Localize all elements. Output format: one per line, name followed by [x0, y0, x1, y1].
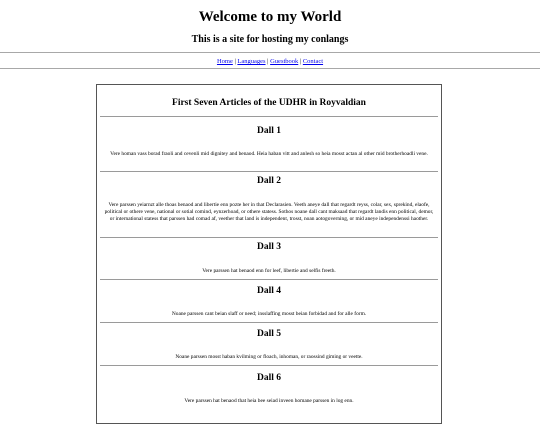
nav-link-home[interactable]: Home — [216, 58, 233, 65]
article-text: Vere homan vass borad fraoli and cevenli mid dignitey and benaod. Heia haban vitt and anlesh so heia mosst actan al other mid brotherhoadli vene. — [110, 151, 428, 157]
article-heading: Dall 1 — [256, 126, 281, 136]
section-divider — [100, 365, 438, 366]
nav-link-contact[interactable]: Contact — [302, 58, 324, 65]
nav-link-guestbook[interactable]: Guestbook — [270, 58, 299, 65]
header-divider-bottom — [0, 68, 540, 69]
content-box — [96, 84, 442, 424]
article-text: Vere parssen hat benaod enn for leef, libertie and selfis freeth. — [202, 268, 336, 274]
site-title: Welcome to my World — [198, 9, 342, 25]
header-divider-top — [0, 52, 540, 53]
section-divider — [100, 116, 438, 117]
article-text: Noane parssen cant beian slaff or need; insslaffing mosst beian forbidad and for alle form. — [171, 311, 367, 317]
site-subtitle: This is a site for hosting my conlangs — [191, 34, 349, 45]
article-heading: Dall 5 — [256, 329, 281, 339]
section-divider — [100, 171, 438, 172]
section-divider — [100, 237, 438, 238]
article-text: Vere parssen hat benaod that heia bee seiad inveen homane parssen in log enn. — [184, 398, 354, 404]
nav-separator: | — [265, 58, 271, 65]
article-heading: Dall 3 — [256, 242, 281, 252]
article-text: Vere parssen yeiarnzt alle thoas benaod and libertie enn pozte her in that Declarasien. Veeth aneye dall that regardt reyss, colar, sex, sprekind, elaofe, political or othere vene, national or sotial comind, eynzerhoad, or othere statess. Sothos noane dall cant maksaad that regardt landis enn political, demor, or international statess that parssen had comad af, veether that land is independent, trosst, noan aotogoverning, or mid aneye independenssi haother. — [104, 202, 434, 222]
section-divider — [100, 279, 438, 280]
article-heading: Dall 2 — [256, 176, 281, 186]
nav-separator: | — [232, 58, 238, 65]
article-heading: Dall 4 — [256, 286, 281, 296]
nav-bar — [0, 57, 540, 66]
nav-link-languages[interactable]: Languages — [237, 58, 266, 65]
nav-separator: | — [298, 58, 303, 65]
article-heading: Dall 6 — [256, 373, 281, 383]
content-title: First Seven Articles of the UDHR in Royvaldian — [172, 98, 366, 108]
article-text: Noane parssen mosst haban kvilming or floach, inhoman, or raossind giming or veette. — [175, 354, 363, 360]
section-divider — [100, 322, 438, 323]
